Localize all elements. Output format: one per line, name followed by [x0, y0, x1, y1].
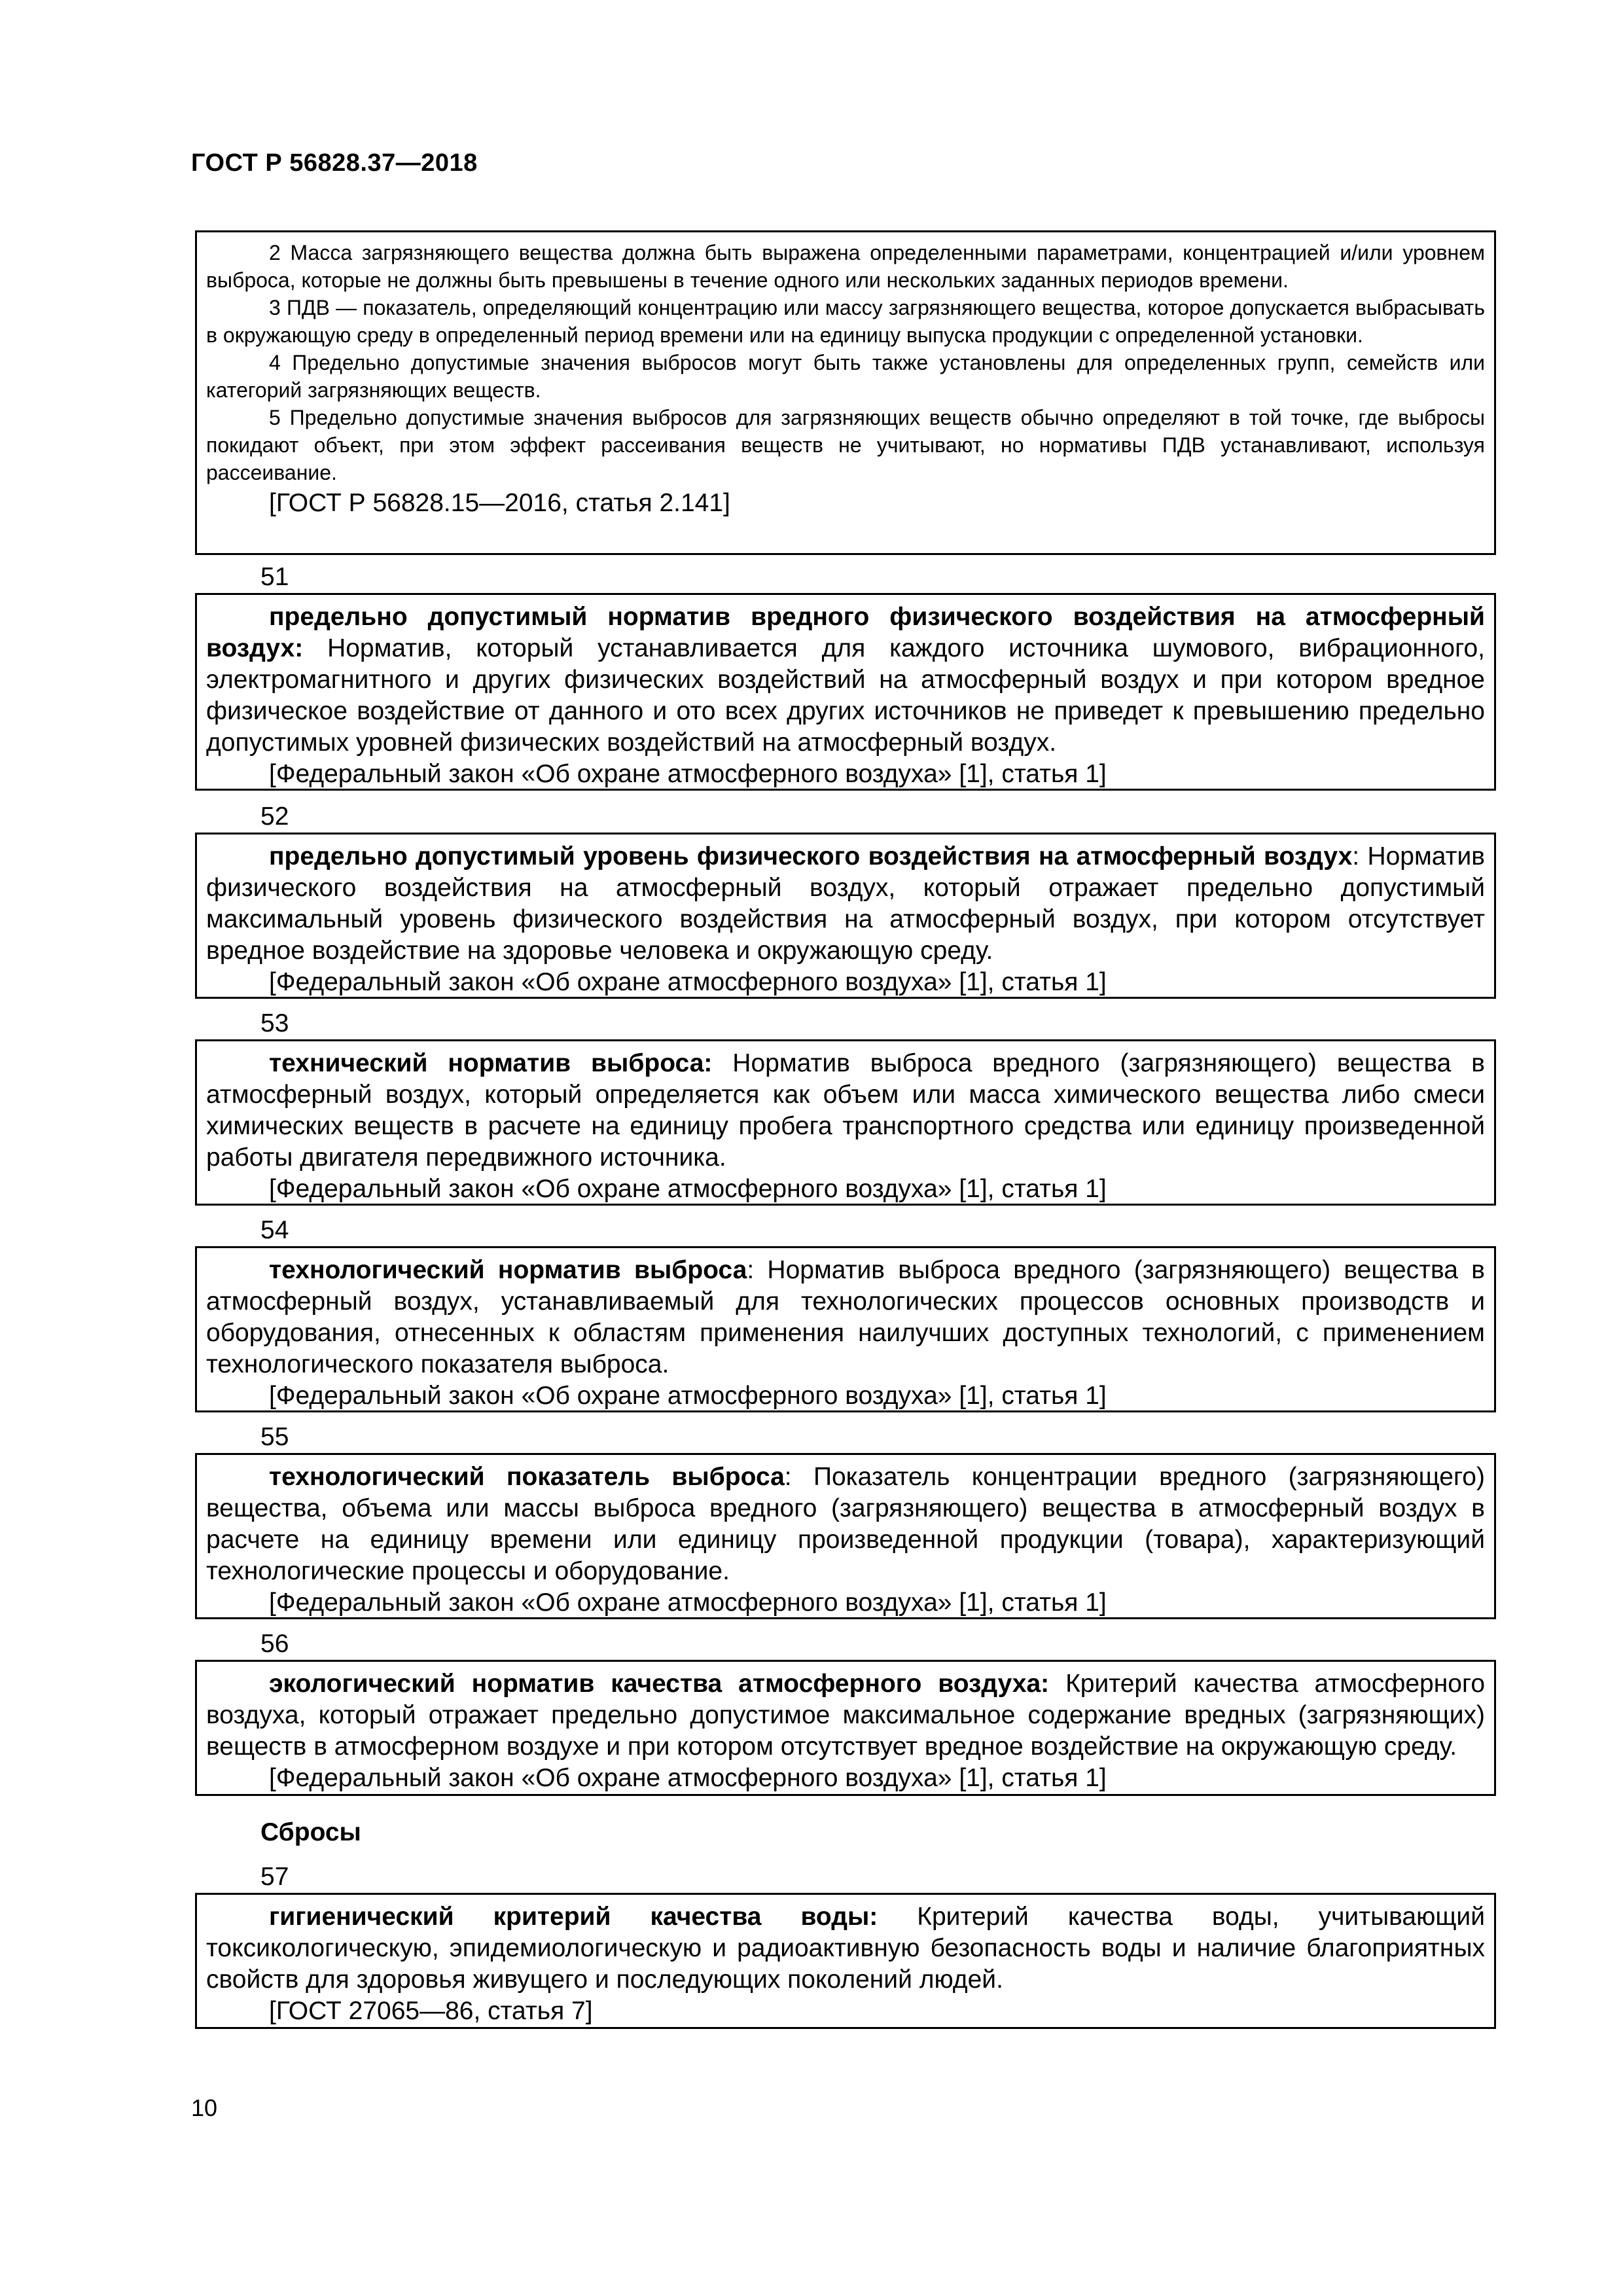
- document-code: ГОСТ Р 56828.37—2018: [191, 149, 478, 177]
- term-entry-55: [195, 1453, 1496, 1619]
- note-5: 5 Предельно допустимые значения выбросов для загрязняющих веществ обычно определяют в той точке, где выбросы покидают объект, при этом эффект рассеивания веществ не учитывают, но нормативы ПДВ устанавливают, используя рассеивание.: [206, 406, 1485, 484]
- term-definition: Норматив, который устанавливается для каждого источника шумового, вибрационного, электромагнитного и других физических воздействий на атмосферный воздух и при котором вредное физическое воздействие от данного и ото всех других источников не приведет к превышению предельно допустимых уровней физических воздействий на атмосферный воздух.: [206, 634, 1485, 757]
- term-definition: : Норматив выброса вредного (загрязняющего) вещества в атмосферный воздух, устанавливаемый для технологических процессов основных производств и оборудования, отнесенных к областям применения наилучших доступных технологий, с применением технологического показателя выброса.: [206, 1256, 1485, 1378]
- term-entry-56: [195, 1660, 1496, 1796]
- entry-text: [206, 1048, 1485, 1174]
- term-definition: Критерий качества атмосферного воздуха, который отражает предельно допустимое максимальное содержание вредных (загрязняющих) веществ в атмосферном воздухе и при котором отсутствует вредное воздействие на окружающую среду.: [206, 1670, 1486, 1761]
- term-entry-51: [195, 593, 1496, 791]
- entry-source: [Федеральный закон «Об охране атмосферного воздуха» [1], статья 1]: [269, 1382, 1107, 1410]
- entry-source: [ГОСТ 27065—86, статья 7]: [269, 1997, 593, 2025]
- note-3: 3 ПДВ — показатель, определяющий концентрацию или массу загрязняющего вещества, которое допускается выбрасывать в окружающую среду в определенный период времени или на единицу выпуска продукции с определенной установки.: [206, 296, 1485, 347]
- entry-text: [206, 841, 1485, 967]
- term-definition: Норматив выброса вредного (загрязняющего) вещества в атмосферный воздух, который определяется как объем или масса химического вещества либо смеси химических веществ в расчете на единицу пробега транспортного средства или единицу произведенной работы двигателя передвижного источника.: [206, 1049, 1485, 1172]
- entry-source: [Федеральный закон «Об охране атмосферного воздуха» [1], статья 1]: [269, 968, 1107, 996]
- term-definition: : Норматив физического воздействия на атмосферный воздух, который отражает предельно допустимый максимальный уровень физического воздействия на атмосферный воздух, при котором отсутствует вредное воздействие на здоровье человека и окружающую среду.: [206, 842, 1485, 965]
- term-entry-52: [195, 833, 1496, 999]
- note-4: 4 Предельно допустимые значения выбросов могут быть также установлены для определенных групп, семейств или категорий загрязняющих веществ.: [206, 351, 1485, 402]
- term-name: экологический норматив качества атмосферного воздуха:: [269, 1670, 1050, 1698]
- term-entry-57: [195, 1893, 1496, 2029]
- term-name: гигиенический критерий качества воды:: [269, 1903, 878, 1931]
- entry-text: [206, 1462, 1485, 1587]
- entry-text: [206, 601, 1485, 759]
- entry-number: 51: [260, 563, 289, 591]
- term-name: технологический показатель выброса: [269, 1463, 785, 1491]
- entry-number: 55: [260, 1423, 289, 1451]
- term-name: предельно допустимый уровень физического воздействия на атмосферный воздух: [269, 842, 1353, 870]
- notes-source: [ГОСТ Р 56828.15—2016, статья 2.141]: [269, 489, 730, 517]
- section-heading: Сбросы: [260, 1818, 361, 1846]
- entry-text: [206, 1668, 1485, 1763]
- term-definition: : Показатель концентрации вредного (загрязняющего) вещества, объема или массы выброса вредного (загрязняющего) вещества в атмосферный воздух в расчете на единицу времени или единицу произведенной продукции (товара), характеризующий технологические процессы и оборудование.: [206, 1463, 1485, 1585]
- term-entry-54: [195, 1246, 1496, 1412]
- entry-number: 56: [260, 1630, 289, 1658]
- term-definition: Критерий качества воды, учитывающий токсикологическую, эпидемиологическую и радиоактивную безопасность воды и наличие благоприятных свойств для здоровья живущего и последующих поколений людей.: [206, 1903, 1485, 1994]
- term-name: технический норматив выброса:: [269, 1049, 713, 1077]
- entry-source: [Федеральный закон «Об охране атмосферного воздуха» [1], статья 1]: [269, 1588, 1107, 1617]
- entry-text: [206, 1901, 1485, 1996]
- entry-source: [Федеральный закон «Об охране атмосферного воздуха» [1], статья 1]: [269, 1175, 1107, 1203]
- entry-source: [Федеральный закон «Об охране атмосферного воздуха» [1], статья 1]: [269, 1764, 1107, 1792]
- entry-number: 54: [260, 1216, 289, 1244]
- term-name: технологический норматив выброса: [269, 1256, 747, 1284]
- term-entry-53: [195, 1039, 1496, 1206]
- notes-box: [195, 230, 1496, 555]
- entry-source: [Федеральный закон «Об охране атмосферного воздуха» [1], статья 1]: [269, 760, 1107, 788]
- note-2: 2 Масса загрязняющего вещества должна быть выражена определенными параметрами, концентрацией и/или уровнем выброса, которые не должны быть превышены в течение одного или нескольких заданных периодов времени.: [206, 241, 1485, 292]
- page-number: 10: [191, 2094, 218, 2121]
- entry-text: [206, 1255, 1485, 1380]
- term-name: предельно допустимый норматив вредного физического воздействия на атмосферный воздух:: [206, 603, 1485, 662]
- entry-number: 53: [260, 1009, 289, 1037]
- entry-number: 57: [260, 1863, 289, 1891]
- entry-number: 52: [260, 802, 289, 831]
